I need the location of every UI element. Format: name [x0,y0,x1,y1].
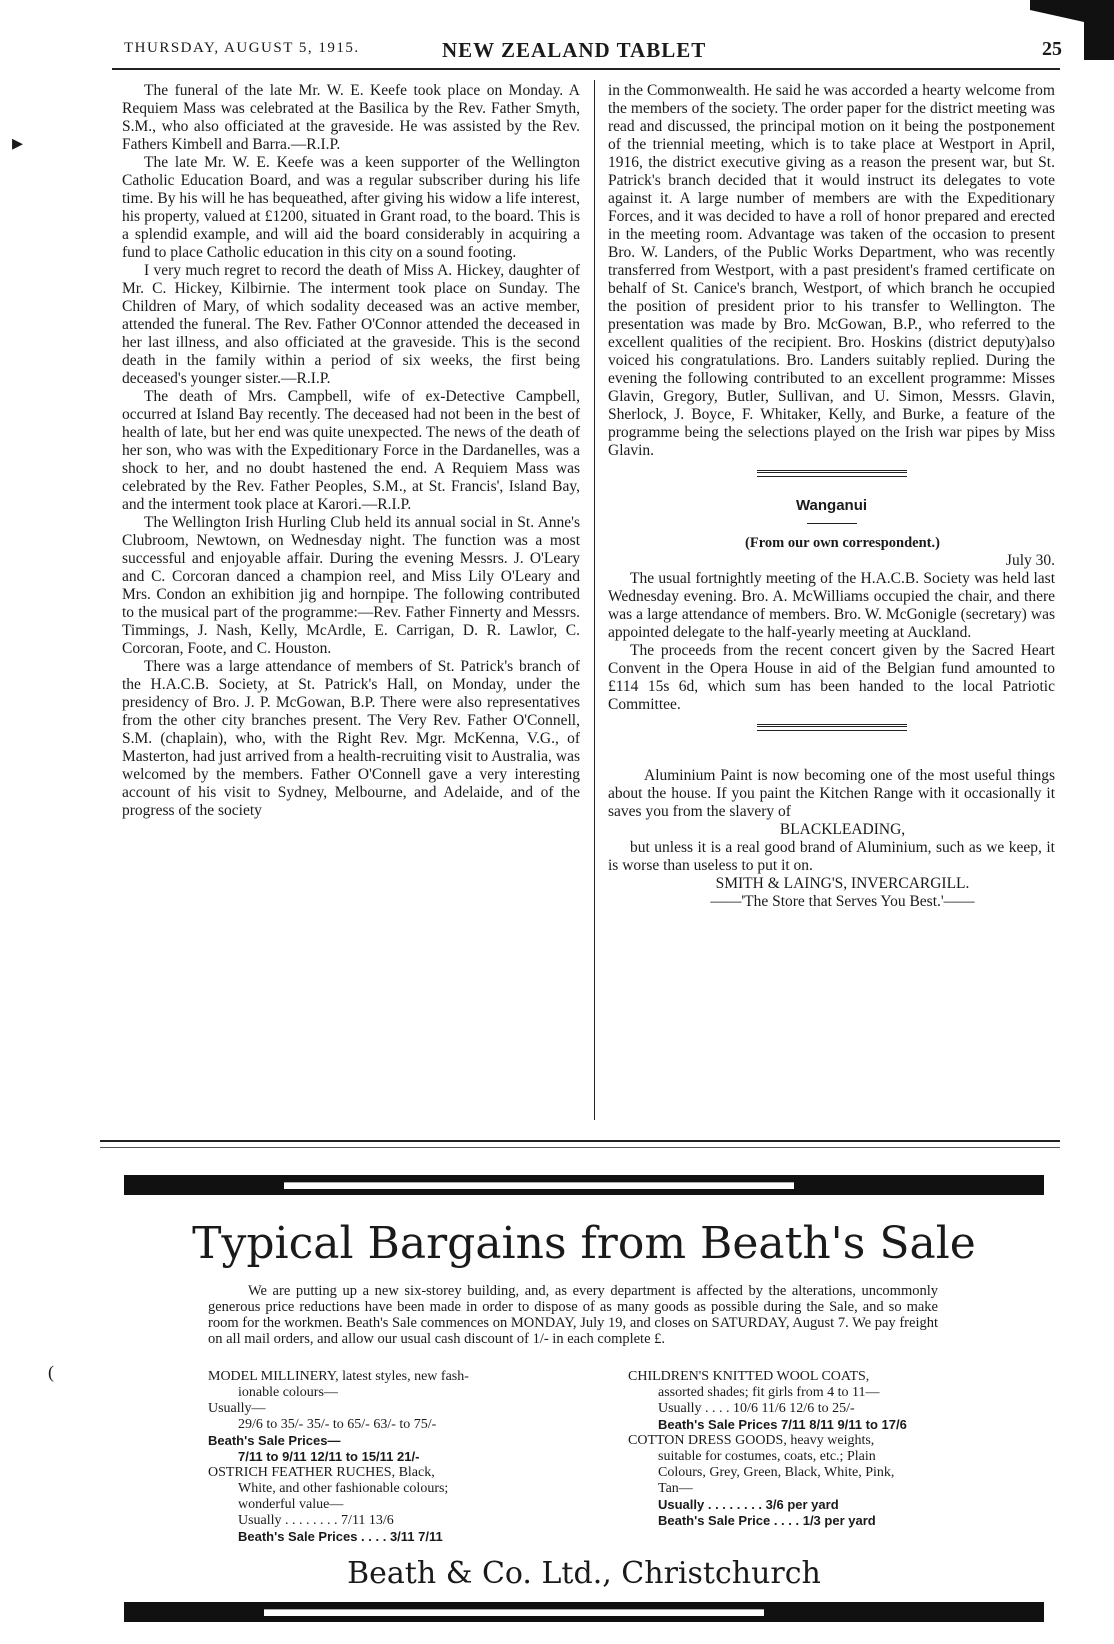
list-item: ionable colours— [238,1385,338,1400]
section-divider [757,724,907,731]
paragraph: The death of Mrs. Campbell, wife of ex-Detective Campbell, occurred at Island Bay recently. The deceased had not been in the best of health of late, but her end was quite unexpected. The news of the death of her son, who was with the Expeditionary Force in the Dardanelles, was a shock to her, and no doubt hastened the end. A Requiem Mass was celebrated by the Rev. Father Peoples, S.M., at St. Francis', Island Bay, and the interment took place at Karori.—R.I.P. [122,388,580,513]
list-item: Beath's Sale Prices 7/11 8/11 9/11 to 17/6 [658,1417,907,1432]
corner-tab [1030,0,1114,60]
list-item: suitable for costumes, coats, etc.; Plain [658,1449,876,1464]
list-item: Colours, Grey, Green, Black, White, Pink, [658,1465,895,1480]
header-rule [112,68,1060,70]
list-item: Usually . . . . . . . . 7/11 13/6 [238,1513,394,1528]
heading-underline [807,523,857,524]
list-item: Beath's Sale Price . . . . 1/3 per yard [658,1513,876,1528]
section-rule [100,1140,1060,1142]
list-item: CHILDREN'S KNITTED WOOL COATS, [628,1369,870,1384]
list-item: White, and other fashionable colours; [238,1481,449,1496]
list-item: MODEL MILLINERY, latest styles, new fash- [208,1369,469,1384]
right-column [608,82,1055,911]
advert-footer: Beath & Co. Ltd., Christchurch [347,1556,821,1591]
list-item: Usually— [208,1401,266,1416]
section-divider [757,470,907,477]
list-item: OSTRICH FEATHER RUCHES, Black, [208,1465,435,1480]
correspondent-note: (From our own correspondent.) [745,535,940,551]
advert-paragraph: but unless it is a real good brand of Aluminium, such as we keep, it is worse than useless to put it on. [608,839,1055,874]
paragraph: The late Mr. W. E. Keefe was a keen supporter of the Wellington Catholic Education Board, and was a regular subscriber during his life time. By his will he has bequeathed, after giving his widow a life interest, his property, valued at £1200, situated in Grant road, to the board. This is a splendid example, and will aid the board considerably in acquiring a fund to place Catholic education in this city on a sound footing. [122,154,580,261]
section-heading: Wanganui [795,497,868,514]
advert-headline: BLACKLEADING, [779,821,906,838]
advert-paragraph: Aluminium Paint is now becoming one of the most useful things about the house. If you paint the Kitchen Range with it occasionally it saves you from the slavery of [608,767,1055,820]
list-item: Beath's Sale Prices— [208,1433,341,1448]
paragraph: The funeral of the late Mr. W. E. Keefe took place on Monday. A Requiem Mass was celebrated at the Basilica by the Rev. Father Smyth, S.M., who also officiated at the graveside. He was assisted by the Rev. Fathers Kimbell and Barra.—R.I.P. [122,82,580,153]
list-item: Tan— [658,1481,693,1496]
list-item: 7/11 to 9/11 12/11 to 15/11 21/- [238,1449,420,1464]
paragraph: in the Commonwealth. He said he was accorded a hearty welcome from the members of the society. The order paper for the district meeting was read and discussed, the principal motion on it being the postponement of the triennial meeting, which is to take place at Westport in April, 1916, the district executive giving as a reason the present war, but St. Patrick's branch decided that it would instruct its delegates to vote against it. A large number of members are with the Expeditionary Forces, and it was decided to have a roll of honor prepared and erected in the meeting room. Advantage was taken of the occasion to present Bro. W. Landers, of the Public Works Department, who was recently transferred from Westport, with a past president's framed certificate on behalf of St. Canice's branch, Westport, of which branch he occupied the position of president prior to his transfer to Wellington. The presentation was made by Bro. McGowan, B.P., who referred to the excellent qualities of the recipient. Bro. Hoskins (district deputy)also voiced his congratulations. Bro. Landers suitably replied. During the evening the following contributed to an excellent programme: Misses Glavin, Gregory, Butler, Sullivan, and U. Simon, Messrs. Glavin, Sherlock, J. Boyce, F. Whitaker, Kelly, and Burke, a feature of the programme being the selections played on the Irish war pipes by Miss Glavin. [608,82,1055,459]
list-item: assorted shades; fit girls from 4 to 11— [658,1385,880,1400]
column-divider [594,80,595,1120]
advert-slogan: ——'The Store that Serves You Best.'—— [710,893,975,910]
issue-date: THURSDAY, AUGUST 5, 1915. [124,40,360,56]
list-item: COTTON DRESS GOODS, heavy weights, [628,1433,875,1448]
publication-title: NEW ZEALAND TABLET [442,38,707,62]
paragraph: There was a large attendance of members of St. Patrick's branch of the H.A.C.B. Society, at St. Patrick's Hall, on Monday, under the presidency of Bro. J. P. McGowan, B.P. There were also representatives from the other city branches present. The Very Rev. Father O'Connell, S.M. (chaplain), who, with the Right Rev. Mgr. McKenna, V.G., of Masterton, had just arrived from a health-recruiting visit to Australia, was welcomed by the members. Father O'Connell gave a very interesting account of his visit to Sydney, Melbourne, and Adelaide, and of the progress of the society [122,658,580,819]
page-header [112,38,1062,64]
advert-bottom-border [124,1602,1044,1622]
paragraph: The Wellington Irish Hurling Club held its annual social in St. Anne's Clubroom, Newtown, on Wednesday night. The function was a most successful and enjoyable affair. During the evening Messrs. J. O'Leary and C. Corcoran danced a champion reel, and Miss Lily O'Leary and Mrs. Condon an exhibition jig and hornpipe. The following contributed to the musical part of the programme:—Rev. Father Finnerty and Messrs. Timmings, J. Nash, Kelly, McArdle, E. Carrigan, D. R. Lawlor, C. Corcoran, Foote, and C. Houston. [122,514,580,657]
margin-tick-icon: ( [48,1362,54,1382]
paragraph: The usual fortnightly meeting of the H.A.C.B. Society was held last Wednesday evening. Bro. A. McWilliams occupied the chair, and there was a large attendance of members. Bro. W. McGonigle (secretary) was appointed delegate to the half-yearly meeting at Auckland. [608,570,1055,641]
advert-store: SMITH & LAING'S, INVERCARGILL. [715,875,970,892]
page-number: 25 [1042,38,1062,60]
paragraph: The proceeds from the recent concert given by the Sacred Heart Convent in the Opera House in aid of the Belgian fund amounted to £114 15s 6d, which sum has been handed to the local Patriotic Committee. [608,642,1055,713]
advert-body [208,1283,938,1347]
advert-items-right [628,1369,968,1529]
list-item: Beath's Sale Prices . . . . 3/11 7/11 [238,1529,443,1544]
advert-intro: We are putting up a new six-storey building, and, as every department is affected by the alterations, uncommonly generous price reductions have been made in order to dispose of as many goods as possible during the Sale, and so make room for the workmen. Beath's Sale commences on MONDAY, July 19, and closes on SATURDAY, August 7. We pay freight on all mail orders, and allow our usual cash discount of 1/- in each complete £. [208,1283,938,1347]
advert-items-left [208,1369,568,1545]
section-rule [100,1147,1060,1148]
left-column [122,82,580,820]
paragraph: I very much regret to record the death of Miss A. Hickey, daughter of Mr. C. Hickey, Kilbirnie. The interment took place on Sunday. The Children of Mary, of which sodality deceased was an active member, attended the funeral. The Rev. Father O'Connor attended the deceased in her last illness, and also officiated at the graveside. This is the second death in the family within a period of six weeks, the first being deceased's younger sister.—R.I.P. [122,262,580,387]
list-item: wonderful value— [238,1497,344,1512]
advert-top-border [124,1175,1044,1195]
advert-title: Typical Bargains from Beath's Sale [192,1218,976,1269]
list-item: 29/6 to 35/- 35/- to 65/- 63/- to 75/- [238,1417,437,1432]
list-item: Usually . . . . 10/6 11/6 12/6 to 25/- [658,1401,855,1416]
list-item: Usually . . . . . . . . 3/6 per yard [658,1497,839,1512]
margin-mark-icon: ▸ [12,130,24,155]
dateline: July 30. [1005,552,1055,569]
